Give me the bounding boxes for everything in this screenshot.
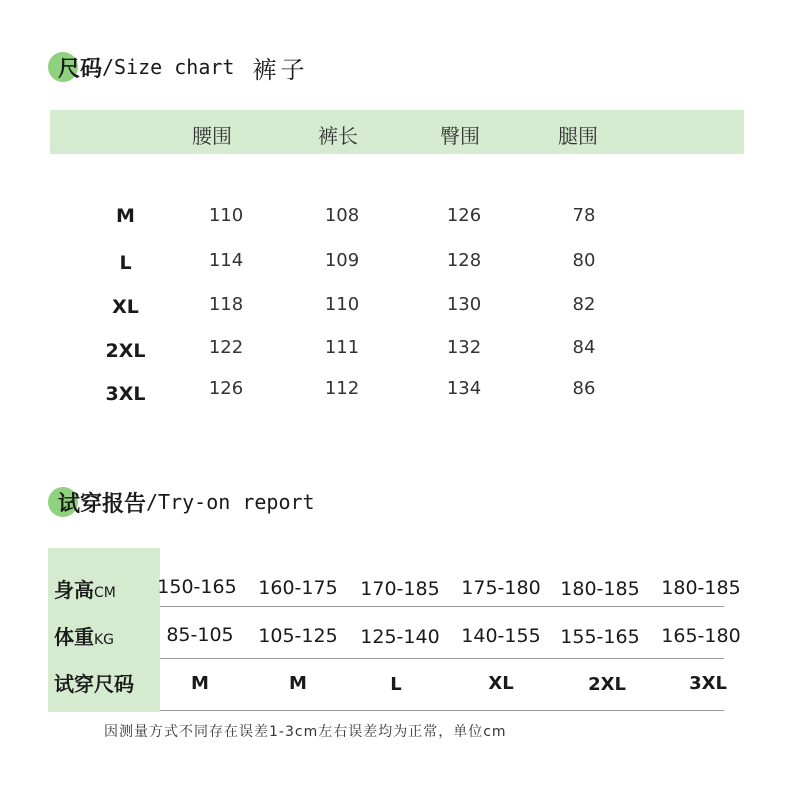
waist-value: 118 bbox=[208, 294, 244, 315]
size-chart-garment: 裤子 bbox=[252, 55, 309, 84]
length-value: 109 bbox=[324, 250, 360, 271]
row-divider bbox=[160, 606, 724, 607]
weight-range: 140-155 bbox=[461, 625, 541, 647]
size-chart-title bbox=[48, 52, 308, 82]
waist-value: 126 bbox=[208, 378, 244, 399]
header-hip: 臀围 bbox=[440, 124, 480, 148]
length-value: 108 bbox=[324, 205, 360, 226]
try-size: 3XL bbox=[689, 673, 727, 694]
weight-range: 125-140 bbox=[360, 626, 440, 648]
try-on-title-cn: 试穿报告 bbox=[58, 491, 147, 517]
thigh-value: 78 bbox=[572, 205, 596, 226]
height-range: 180-185 bbox=[661, 577, 741, 599]
waist-value: 114 bbox=[208, 250, 244, 271]
try-on-title-en: /Try-on report bbox=[146, 490, 315, 514]
waist-value: 122 bbox=[208, 337, 244, 358]
weight-range: 165-180 bbox=[661, 625, 741, 647]
try-size-label: 试穿尺码 bbox=[54, 672, 134, 696]
size-label: XL bbox=[112, 296, 139, 318]
header-thigh: 腿围 bbox=[558, 124, 598, 148]
weight-label: 体重KG bbox=[54, 625, 115, 649]
thigh-value: 80 bbox=[572, 250, 596, 271]
height-range: 170-185 bbox=[360, 578, 440, 600]
length-value: 111 bbox=[324, 337, 360, 358]
size-label: M bbox=[116, 205, 135, 227]
try-size: 2XL bbox=[588, 674, 626, 695]
try-size: M bbox=[191, 673, 209, 694]
size-chart-title-cn: 尺码 bbox=[58, 56, 103, 82]
size-chart-header-band bbox=[50, 110, 744, 154]
row-divider bbox=[160, 658, 724, 659]
weight-unit: KG bbox=[94, 632, 115, 648]
try-on-title bbox=[48, 487, 315, 517]
thigh-value: 86 bbox=[572, 378, 596, 399]
waist-value: 110 bbox=[208, 205, 244, 226]
weight-range: 155-165 bbox=[560, 626, 640, 648]
height-unit: CM bbox=[94, 585, 116, 601]
weight-range: 85-105 bbox=[166, 624, 234, 646]
hip-value: 130 bbox=[446, 294, 482, 315]
height-range: 160-175 bbox=[258, 577, 338, 599]
size-chart-title-en: /Size chart bbox=[102, 55, 235, 79]
weight-range: 105-125 bbox=[258, 625, 338, 647]
hip-value: 128 bbox=[446, 250, 482, 271]
size-label: 3XL bbox=[105, 383, 146, 405]
hip-value: 126 bbox=[446, 205, 482, 226]
size-label: L bbox=[119, 252, 132, 274]
try-size: XL bbox=[488, 673, 514, 694]
header-length: 裤长 bbox=[318, 124, 358, 148]
hip-value: 132 bbox=[446, 337, 482, 358]
measurement-note: 因测量方式不同存在误差1-3cm左右误差均为正常，单位cm bbox=[104, 724, 507, 740]
height-range: 180-185 bbox=[560, 578, 640, 600]
length-value: 112 bbox=[324, 378, 360, 399]
thigh-value: 84 bbox=[572, 337, 596, 358]
row-divider bbox=[160, 710, 724, 711]
hip-value: 134 bbox=[446, 378, 482, 399]
height-range: 175-180 bbox=[461, 577, 541, 599]
length-value: 110 bbox=[324, 294, 360, 315]
header-waist: 腰围 bbox=[192, 124, 232, 148]
height-label: 身高CM bbox=[54, 578, 116, 602]
thigh-value: 82 bbox=[572, 294, 596, 315]
try-size: L bbox=[390, 674, 402, 695]
size-label: 2XL bbox=[105, 340, 146, 362]
try-size: M bbox=[289, 673, 307, 694]
height-range: 150-165 bbox=[157, 576, 237, 598]
